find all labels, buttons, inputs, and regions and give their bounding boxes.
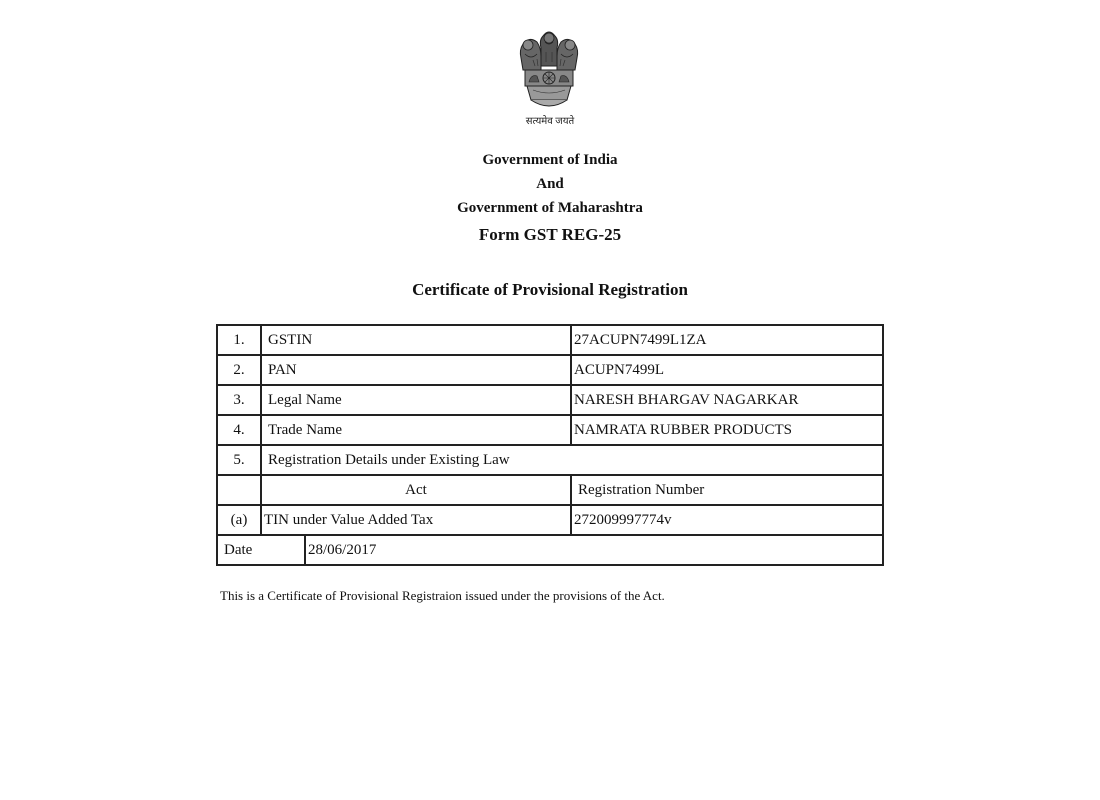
table-row [217, 535, 883, 565]
act-column-header: Act [261, 475, 571, 505]
registration-number-column-header: Registration Number [571, 475, 883, 505]
registration-table [216, 324, 884, 566]
ashoka-emblem-icon [513, 26, 585, 114]
table-row [217, 355, 883, 385]
pan-value: ACUPN7499L [571, 355, 883, 385]
row-number: 4. [217, 415, 261, 445]
legal-name-value: NARESH BHARGAV NAGARKAR [571, 385, 883, 415]
table-row [217, 325, 883, 355]
row-number: 5. [217, 445, 261, 475]
existing-law-label: Registration Details under Existing Law [261, 445, 883, 475]
table-row [217, 385, 883, 415]
emblem-motto: सत्यमेव जयते [525, 116, 575, 127]
row-number: 2. [217, 355, 261, 385]
table-row [217, 475, 883, 505]
footer-note: This is a Certificate of Provisional Registraion issued under the provisions of the Act. [220, 588, 665, 603]
row-number: 3. [217, 385, 261, 415]
field-label: GSTIN [261, 325, 571, 355]
field-label: Trade Name [261, 415, 571, 445]
row-number: 1. [217, 325, 261, 355]
state-government-heading: Government of Maharashtra [457, 200, 643, 216]
table-row [217, 445, 883, 475]
gstin-value: 27ACUPN7499L1ZA [571, 325, 883, 355]
table-row [217, 415, 883, 445]
table-row [217, 505, 883, 535]
certificate-title: Certificate of Provisional Registration [412, 280, 688, 299]
date-label: Date [217, 535, 305, 565]
empty-cell [217, 475, 261, 505]
act-value: TIN under Value Added Tax [261, 505, 571, 535]
trade-name-value: NAMRATA RUBBER PRODUCTS [571, 415, 883, 445]
government-of-india-heading: Government of India [482, 152, 618, 168]
field-label: Legal Name [261, 385, 571, 415]
row-number: (a) [217, 505, 261, 535]
and-heading: And [536, 176, 564, 192]
registration-number-value: 272009997774v [571, 505, 883, 535]
form-title: Form GST REG-25 [478, 225, 622, 244]
field-label: PAN [261, 355, 571, 385]
date-value: 28/06/2017 [305, 535, 883, 565]
